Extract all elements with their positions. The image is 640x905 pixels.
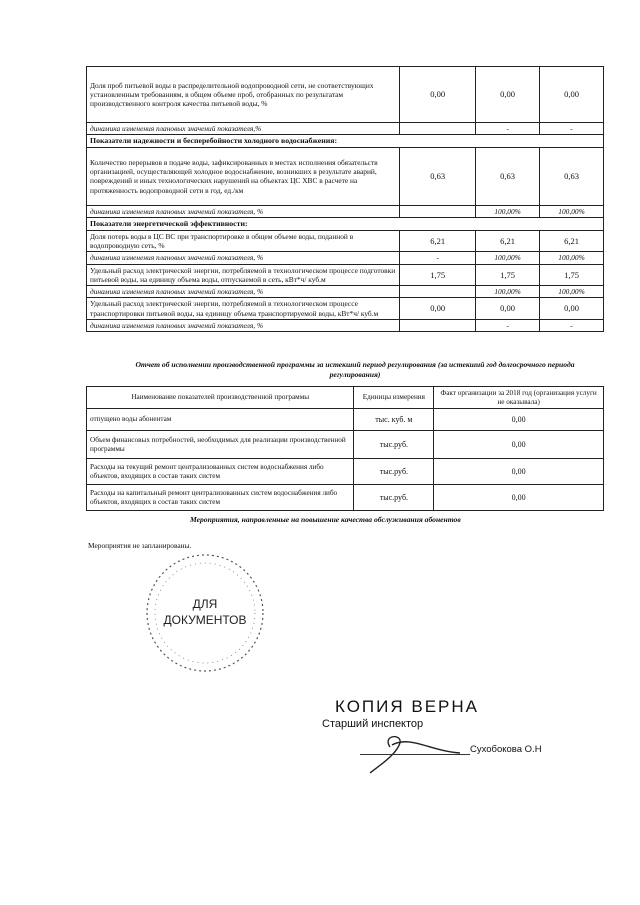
table-row — [87, 459, 604, 485]
value-cell: 0,00 — [476, 67, 540, 123]
unit-cell: тыс.руб. — [354, 485, 434, 511]
value-cell — [400, 286, 476, 298]
signature-line — [360, 754, 470, 755]
value-cell: 0,00 — [540, 67, 604, 123]
signature-mark — [330, 725, 480, 775]
value-cell: 0,00 — [540, 298, 604, 320]
value-cell: 6,21 — [540, 230, 604, 252]
indicator-label: Количество перерывов в подаче воды, зафиксированных в местах исполнения обязательств организацией, осуществляющей холодное водоснабжение, возникших в результате аварий, повреждений и иных технологических нарушений на объектах ЦС ХВС в расчете на протяженность водопроводной сети в год, ед./км — [87, 147, 400, 205]
table-row — [87, 147, 604, 205]
value-cell: 100,00% — [476, 286, 540, 298]
table-row — [87, 485, 604, 511]
table-row — [87, 205, 604, 217]
program-name-cell: Расходы на текущий ремонт централизованных систем водоснабжения либо объектов, входящих в состав таких систем — [87, 459, 354, 485]
stamp-line-2: ДОКУМЕНТОВ — [163, 613, 247, 627]
section-row — [87, 135, 604, 148]
value-cell: 0,00 — [400, 67, 476, 123]
value-cell: 100,00% — [476, 252, 540, 264]
value-cell: 6,21 — [400, 230, 476, 252]
section-heading: Показатели энергетической эффективности: — [87, 218, 604, 231]
dynamics-label: динамика изменения плановых значений показателя,% — [87, 123, 400, 135]
table-row — [87, 230, 604, 252]
value-cell: 1,75 — [540, 264, 604, 286]
dynamics-label: динамика изменения плановых значений показателя, % — [87, 205, 400, 217]
value-cell — [400, 205, 476, 217]
value-cell: 100,00% — [540, 286, 604, 298]
value-cell: 0,63 — [540, 147, 604, 205]
section-row — [87, 218, 604, 231]
table-row — [87, 319, 604, 331]
value-cell: 0,00 — [434, 485, 604, 511]
program-name-cell: отпущено воды абонентам — [87, 409, 354, 431]
value-cell: - — [540, 123, 604, 135]
column-header: Единицы измерения — [354, 387, 434, 409]
value-cell: 0,00 — [434, 409, 604, 431]
indicator-label: Доля потерь воды в ЦС ВС при транспортировке в общем объеме воды, поданной в водопроводную сеть, % — [87, 230, 400, 252]
indicator-label: Удельный расход электрической энергии, потребляемой в технологическом процессе подготовки питьевой воды, на единицу объема воды, отпускаемой в сеть, кВт*ч/ куб.м — [87, 264, 400, 286]
indicator-label: Доля проб питьевой воды в распределительной водопроводной сети, не соответствующих установленным требованиям, в общем объеме проб, отобранных по результатам производственного контроля качества питьевой воды, % — [87, 67, 400, 123]
value-cell: 100,00% — [540, 205, 604, 217]
program-table — [86, 386, 604, 511]
table-row — [87, 67, 604, 123]
value-cell: 1,75 — [400, 264, 476, 286]
stamp-seal — [140, 548, 270, 678]
value-cell: 0,00 — [434, 459, 604, 485]
value-cell: - — [476, 123, 540, 135]
indicator-label: Удельный расход электрической энергии, потребляемой в технологическом процессе транспортировки питьевой воды, на единицу объема транспортируемой воды, кВт*ч/ куб.м — [87, 298, 400, 320]
value-cell: 1,75 — [476, 264, 540, 286]
copy-verified-stamp: КОПИЯ ВЕРНА — [335, 697, 480, 716]
dynamics-label: динамика изменения плановых значений показателя, % — [87, 319, 400, 331]
table-row — [87, 431, 604, 459]
value-cell: 0,63 — [400, 147, 476, 205]
program-name-cell: Объем финансовых потребностей, необходимых для реализации производственной программы — [87, 431, 354, 459]
report-title: Отчет об исполнении производственной программы за истекший период регулирования (за истекший год долгосрочного периода регулирования) — [135, 360, 575, 380]
value-cell: - — [476, 319, 540, 331]
stamp-line-1: ДЛЯ — [192, 597, 218, 611]
value-cell: 0,00 — [434, 431, 604, 459]
value-cell: 100,00% — [476, 205, 540, 217]
value-cell: 6,21 — [476, 230, 540, 252]
table-row — [87, 264, 604, 286]
value-cell: 0,63 — [476, 147, 540, 205]
table-row — [87, 123, 604, 135]
measures-title: Мероприятия, направленные на повышение качества обслуживания абонентов — [190, 515, 461, 524]
value-cell: 0,00 — [400, 298, 476, 320]
column-header: Факт организации за 2018 год (организация услуги не оказывала) — [434, 387, 604, 409]
table-row — [87, 298, 604, 320]
table-row — [87, 252, 604, 264]
value-cell: - — [400, 252, 476, 264]
value-cell — [400, 123, 476, 135]
value-cell — [400, 319, 476, 331]
dynamics-label: динамика изменения плановых значений показателя, % — [87, 252, 400, 264]
indicators-table — [86, 66, 604, 332]
value-cell: 0,00 — [476, 298, 540, 320]
value-cell: - — [540, 319, 604, 331]
signer-name: Сухобокова О.Н — [470, 744, 542, 755]
unit-cell: тыс. куб. м — [354, 409, 434, 431]
value-cell: 100,00% — [540, 252, 604, 264]
signer-position: Старший инспектор — [322, 718, 424, 730]
unit-cell: тыс.руб. — [354, 431, 434, 459]
measures-text: Мероприятия не запланированы. — [88, 541, 192, 550]
table-row — [87, 409, 604, 431]
dynamics-label: динамика изменения плановых значений показателя, % — [87, 286, 400, 298]
column-header: Наименование показателей производственной программы — [87, 387, 354, 409]
table-row — [87, 286, 604, 298]
header-row — [87, 387, 604, 409]
program-name-cell: Расходы на капитальный ремонт централизованных систем водоснабжения либо объектов, входящих в состав таких систем — [87, 485, 354, 511]
section-heading: Показатели надежности и бесперебойности холодного водоснабжения: — [87, 135, 604, 148]
unit-cell: тыс.руб. — [354, 459, 434, 485]
